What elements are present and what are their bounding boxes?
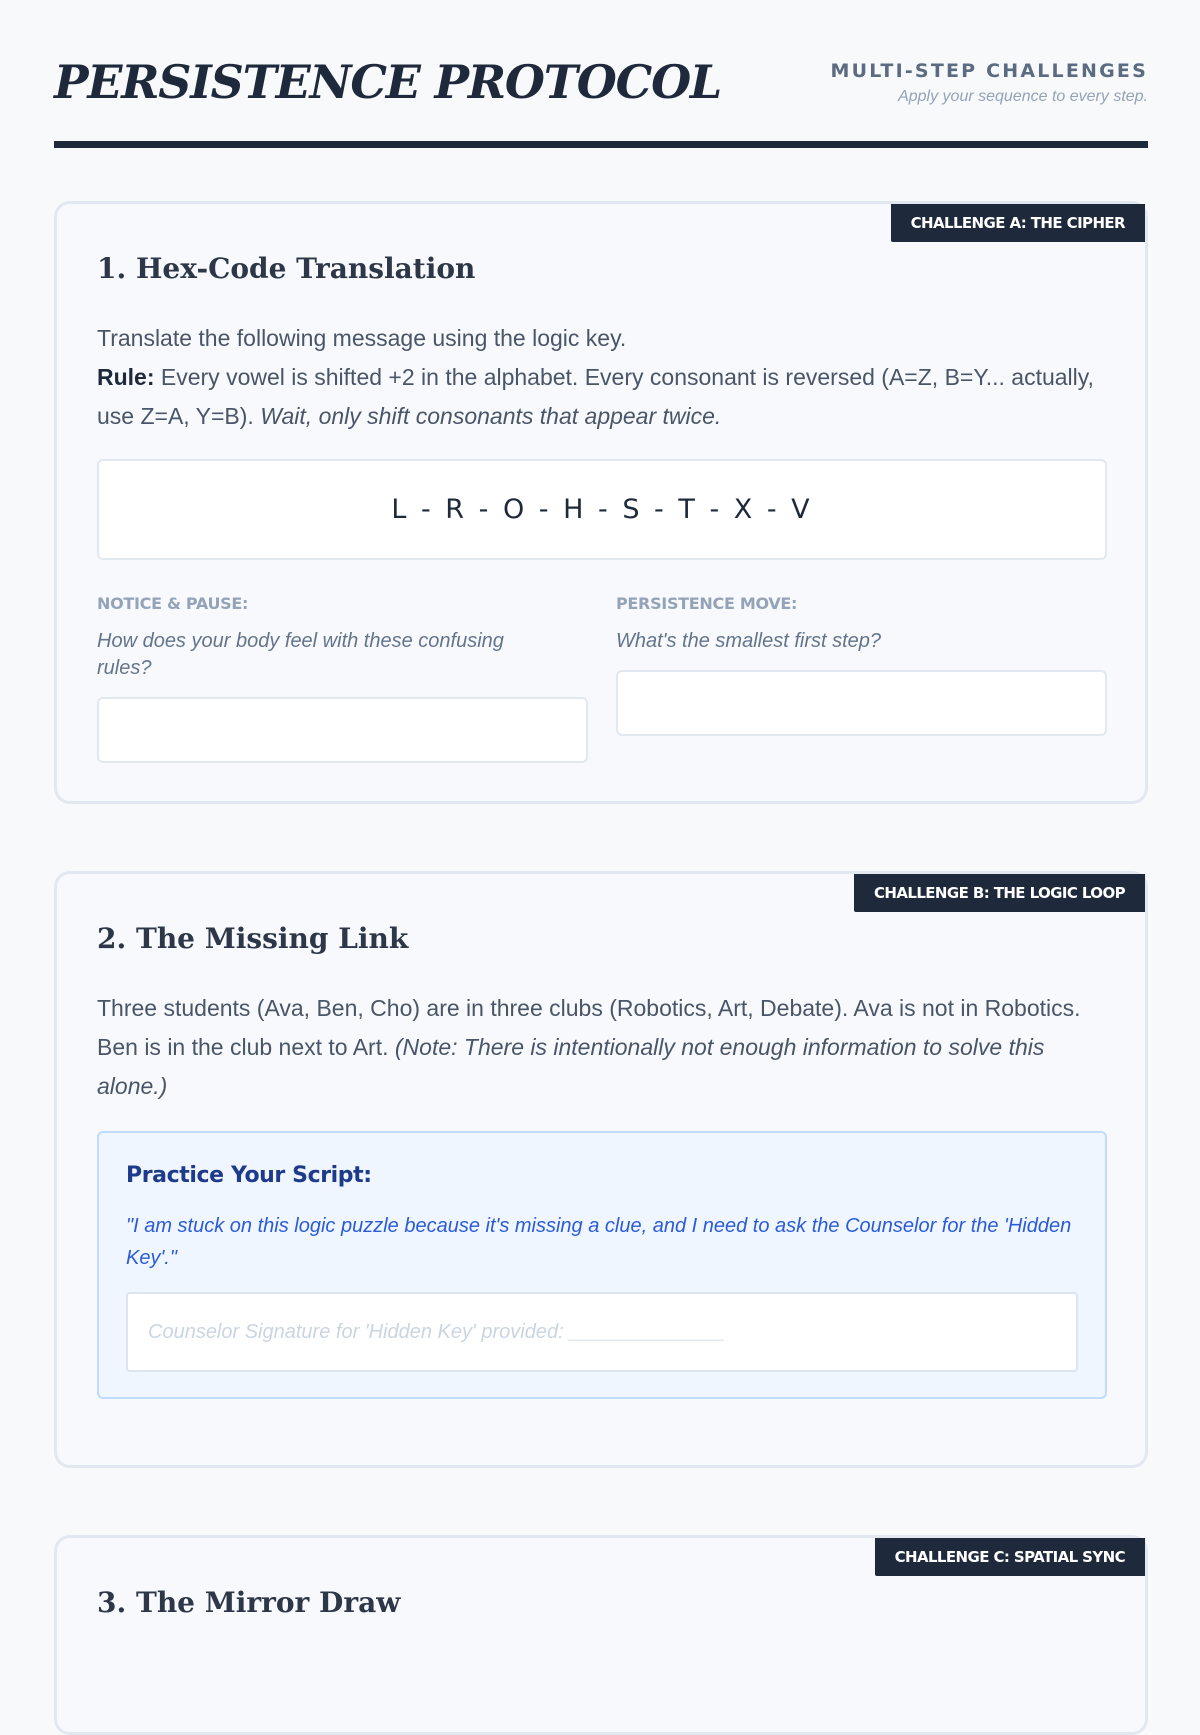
notice-answer-field[interactable] (97, 697, 588, 763)
cipher-display: L - R - O - H - S - T - X - V (97, 459, 1107, 560)
notice-label: NOTICE & PAUSE: (97, 594, 249, 613)
page-title: PERSISTENCE PROTOCOL (54, 55, 722, 109)
challenge-b-description: Three students (Ava, Ben, Cho) are in three clubs (Robotics, Art, Debate). Ava is not in Robotics. Ben is in the club next to Art. (97, 995, 1081, 1060)
challenge-b-card (54, 871, 1148, 1468)
challenge-c-card (54, 1535, 1148, 1735)
header-subtitle: MULTI-STEP CHALLENGES (830, 60, 1148, 82)
script-title: Practice Your Script: (126, 1163, 372, 1188)
counselor-signature-field[interactable]: Counselor Signature for 'Hidden Key' provided: ______________ (126, 1292, 1078, 1372)
challenge-a-intro: Translate the following message using the logic key. (97, 325, 627, 351)
page-header (54, 0, 1148, 148)
practice-script-box (97, 1131, 1107, 1399)
challenge-a-card (54, 201, 1148, 804)
challenge-a-title: 1. Hex-Code Translation (97, 252, 476, 285)
challenge-a-rule-label: Rule: (97, 364, 155, 390)
challenge-b-text (97, 989, 1107, 1106)
challenge-a-tag: CHALLENGE A: THE CIPHER (891, 204, 1145, 242)
header-tagline: Apply your sequence to every step. (898, 88, 1148, 105)
challenge-c-title: 3. The Mirror Draw (97, 1586, 401, 1619)
move-answer-field[interactable] (616, 670, 1107, 736)
notice-prompt: How does your body feel with these confusing rules? (97, 630, 504, 679)
move-prompt: What's the smallest first step? (616, 630, 882, 652)
challenge-b-note: (Note: There is intentionally not enough information to solve this alone.) (97, 1034, 1045, 1099)
header-subtitle-block (831, 60, 1148, 106)
challenge-a-rule-twist: Wait, only shift consonants that appear twice. (260, 403, 722, 429)
challenge-c-tag: CHALLENGE C: SPATIAL SYNC (875, 1538, 1145, 1576)
challenge-a-instructions (97, 319, 1107, 436)
challenge-b-title: 2. The Missing Link (97, 922, 409, 955)
move-label: PERSISTENCE MOVE: (616, 594, 798, 613)
challenge-a-rule-text: Every vowel is shifted +2 in the alphabet. Every consonant is reversed (A=Z, B=Y... actually, use Z=A, Y=B). (97, 364, 1094, 429)
challenge-b-tag: CHALLENGE B: THE LOGIC LOOP (854, 874, 1145, 912)
script-quote: "I am stuck on this logic puzzle because it's missing a clue, and I need to ask the Counselor for the 'Hidden Key'." (126, 1215, 1072, 1269)
worksheet-page (54, 0, 1148, 1619)
